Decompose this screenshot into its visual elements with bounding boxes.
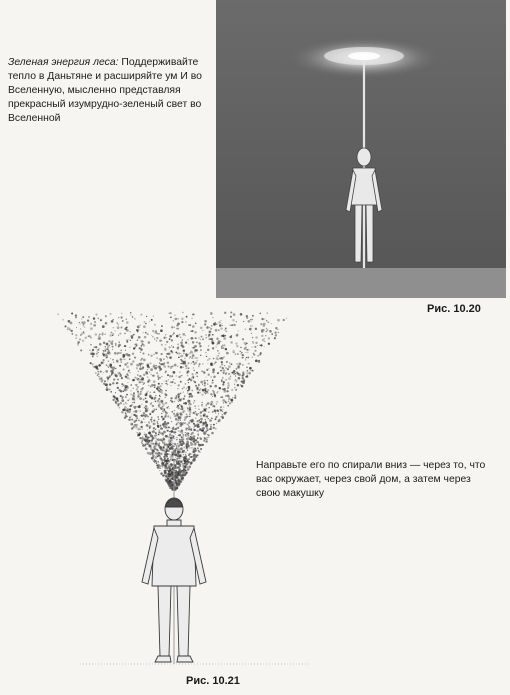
figure-10-21-caption: Направьте его по спирали вниз — через то, что вас окружает, через свой дом, а затем через свою макушку (256, 460, 486, 499)
galaxy-scene-svg (216, 0, 506, 298)
ground (216, 268, 506, 298)
figure-10-21-label: Рис. 10.21 (186, 675, 240, 687)
figure-10-20-illustration (216, 0, 506, 298)
figure-10-20-caption (8, 56, 214, 126)
figure-10-20-label: Рис. 10.20 (427, 303, 481, 315)
caption-body: Поддерживайте тепло в Даньтяне и расширяйте ум И во Вселенную, мысленно представляя прекрасный изумрудно-зеленый свет во Вселенной (8, 57, 202, 124)
caption-title: Зеленая энергия леса: (8, 57, 119, 68)
energy-funnel-icon (57, 311, 287, 491)
